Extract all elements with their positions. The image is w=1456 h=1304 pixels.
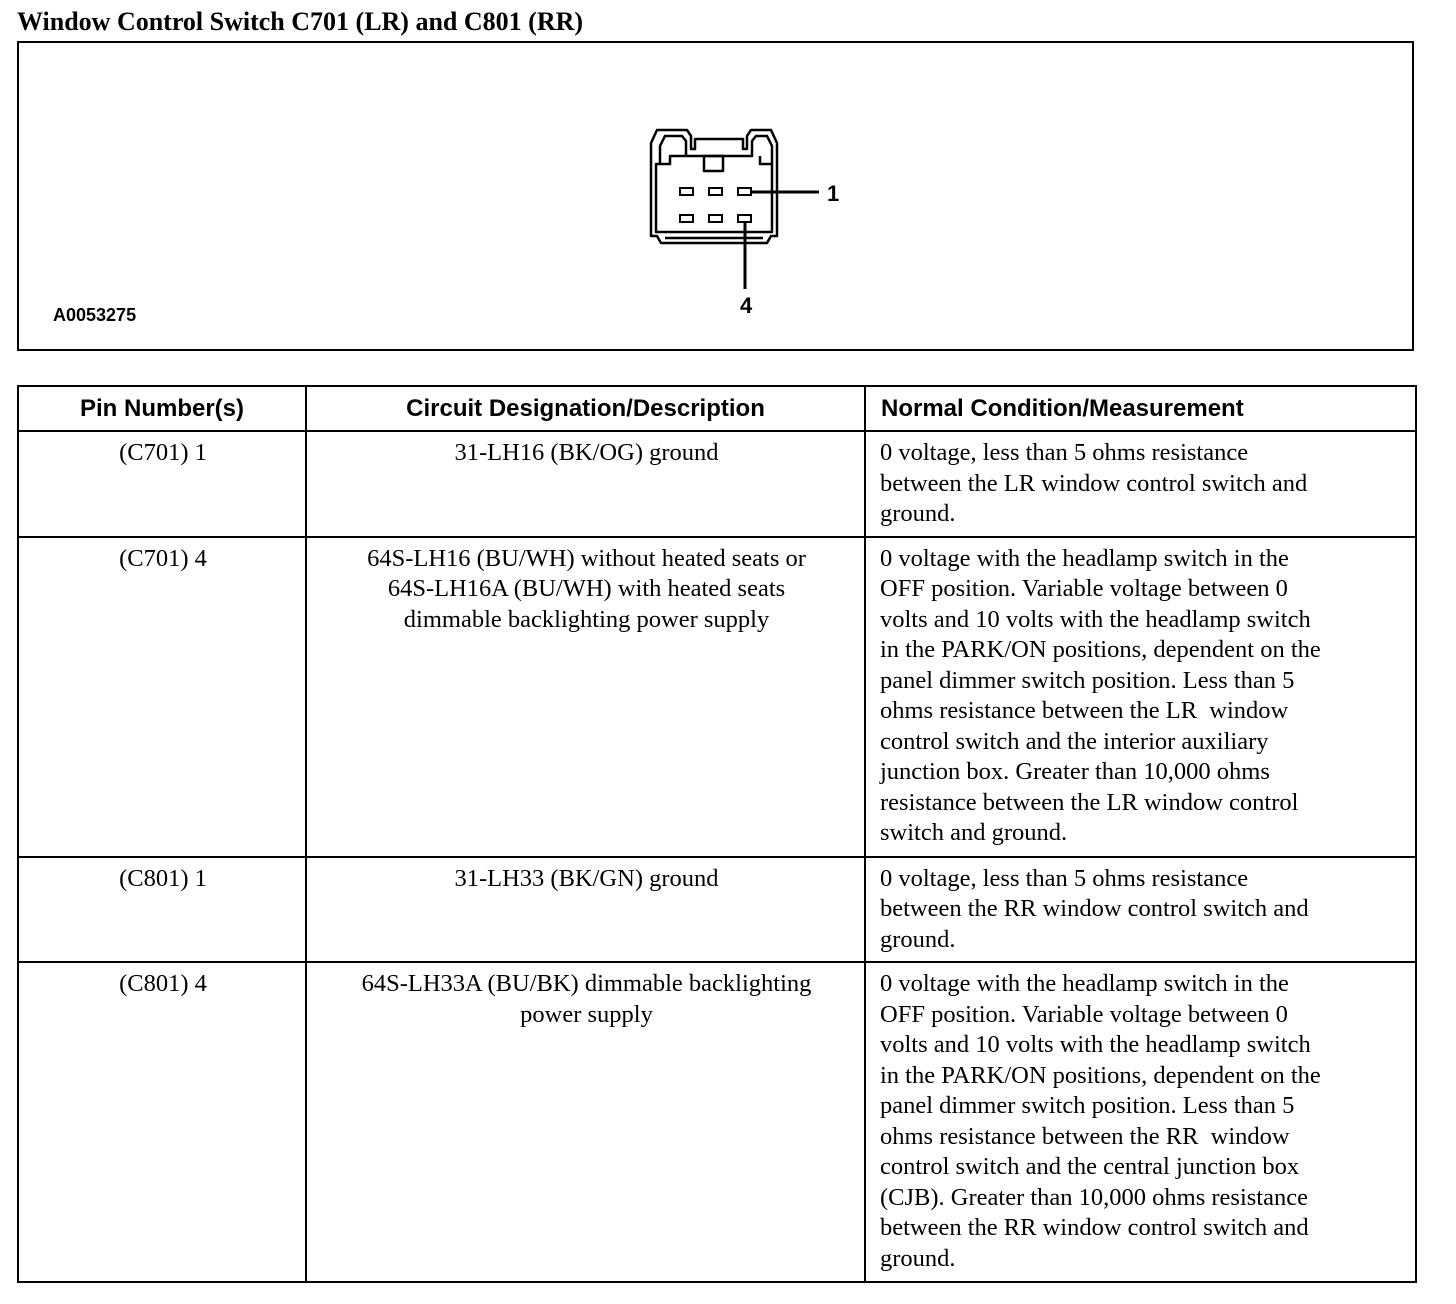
terminal-cavity (680, 215, 693, 222)
pin-cell: (C701) 4 (18, 537, 306, 857)
condition-line: junction box. Greater than 10,000 ohms (880, 758, 1270, 785)
condition-line: between the RR window control switch and (880, 895, 1309, 922)
pin-cell: (C801) 4 (18, 962, 306, 1282)
condition-line: panel dimmer switch position. Less than 5 (880, 666, 1295, 694)
header-condition: Normal Condition/Measurement (865, 386, 1416, 431)
circuit-line: 31-LH16 (BK/OG) ground (454, 439, 719, 466)
connector-housing-outline (651, 130, 777, 243)
circuit-cell (306, 962, 865, 1282)
condition-line: control switch and the central junction box (880, 1153, 1300, 1180)
page-title: Window Control Switch C701 (LR) and C801 (RR) (17, 7, 584, 36)
condition-line: panel dimmer switch position. Less than 5 (880, 1092, 1295, 1119)
condition-line: ground. (880, 500, 956, 527)
connector-latch (704, 156, 723, 171)
circuit-cell (306, 537, 865, 857)
pin-cell: (C701) 1 (18, 431, 306, 537)
condition-line: between the RR window control switch and (880, 1214, 1309, 1241)
condition-line: ohms resistance between the LR window (880, 697, 1289, 724)
connector-figure (17, 41, 1414, 351)
terminal-cavity (709, 188, 722, 195)
condition-line: 0 voltage, less than 5 ohms resistance (880, 864, 1249, 892)
table-row (18, 962, 1416, 1282)
circuit-line: power supply (520, 1000, 653, 1028)
connector-face-drawing (19, 43, 1412, 349)
condition-cell (865, 431, 1416, 537)
condition-line: in the PARK/ON positions, dependent on the (880, 1061, 1321, 1089)
condition-line: 0 voltage with the headlamp switch in the (880, 970, 1289, 997)
table-row (18, 537, 1416, 857)
condition-line: OFF position. Variable voltage between 0 (880, 1000, 1288, 1028)
circuit-line: 31-LH33 (BK/GN) ground (454, 864, 719, 892)
terminal-cavity-pin-1 (738, 188, 751, 195)
condition-line: control switch and the interior auxiliary (880, 727, 1269, 755)
header-pin-numbers: Pin Number(s) (18, 386, 306, 431)
table-row (18, 431, 1416, 537)
table-header-row (18, 386, 1416, 431)
circuit-line: dimmable backlighting power supply (403, 605, 770, 633)
circuit-line: 64S-LH16A (BU/WH) with heated seats (387, 575, 786, 602)
condition-cell (865, 857, 1416, 963)
figure-id: A0053275 (53, 305, 137, 325)
condition-line: in the PARK/ON positions, dependent on the (880, 636, 1321, 663)
connector-inner-wall (656, 136, 772, 232)
condition-line: 0 voltage, less than 5 ohms resistance (880, 439, 1249, 466)
condition-line: ohms resistance between the RR window (880, 1122, 1290, 1150)
circuit-cell (306, 857, 865, 963)
condition-line: 0 voltage with the headlamp switch in the (880, 544, 1289, 572)
condition-line: switch and ground. (880, 819, 1068, 846)
header-circuit: Circuit Designation/Description (306, 386, 865, 431)
condition-line: volts and 10 volts with the headlamp switch (880, 1031, 1311, 1058)
circuit-line: 64S-LH16 (BU/WH) without heated seats or (367, 544, 806, 572)
callout-pin-1: 1 (827, 181, 840, 206)
condition-cell (865, 962, 1416, 1282)
condition-line: volts and 10 volts with the headlamp switch (880, 605, 1311, 633)
callout-pin-4: 4 (740, 293, 753, 318)
terminal-cavity (709, 215, 722, 222)
circuit-cell (306, 431, 865, 537)
condition-line: OFF position. Variable voltage between 0 (880, 575, 1288, 602)
condition-line: between the LR window control switch and (880, 469, 1308, 497)
terminal-cavity-pin-4 (738, 215, 751, 222)
condition-line: ground. (880, 1244, 956, 1272)
condition-line: ground. (880, 925, 956, 953)
circuit-line: 64S-LH33A (BU/BK) dimmable backlighting (361, 970, 812, 997)
condition-line: resistance between the LR window control (880, 788, 1299, 816)
terminal-cavity (680, 188, 693, 195)
condition-line: (CJB). Greater than 10,000 ohms resistance (880, 1183, 1308, 1211)
pin-cell: (C801) 1 (18, 857, 306, 963)
pinout-table (17, 385, 1417, 1283)
condition-cell (865, 537, 1416, 857)
table-row (18, 857, 1416, 963)
